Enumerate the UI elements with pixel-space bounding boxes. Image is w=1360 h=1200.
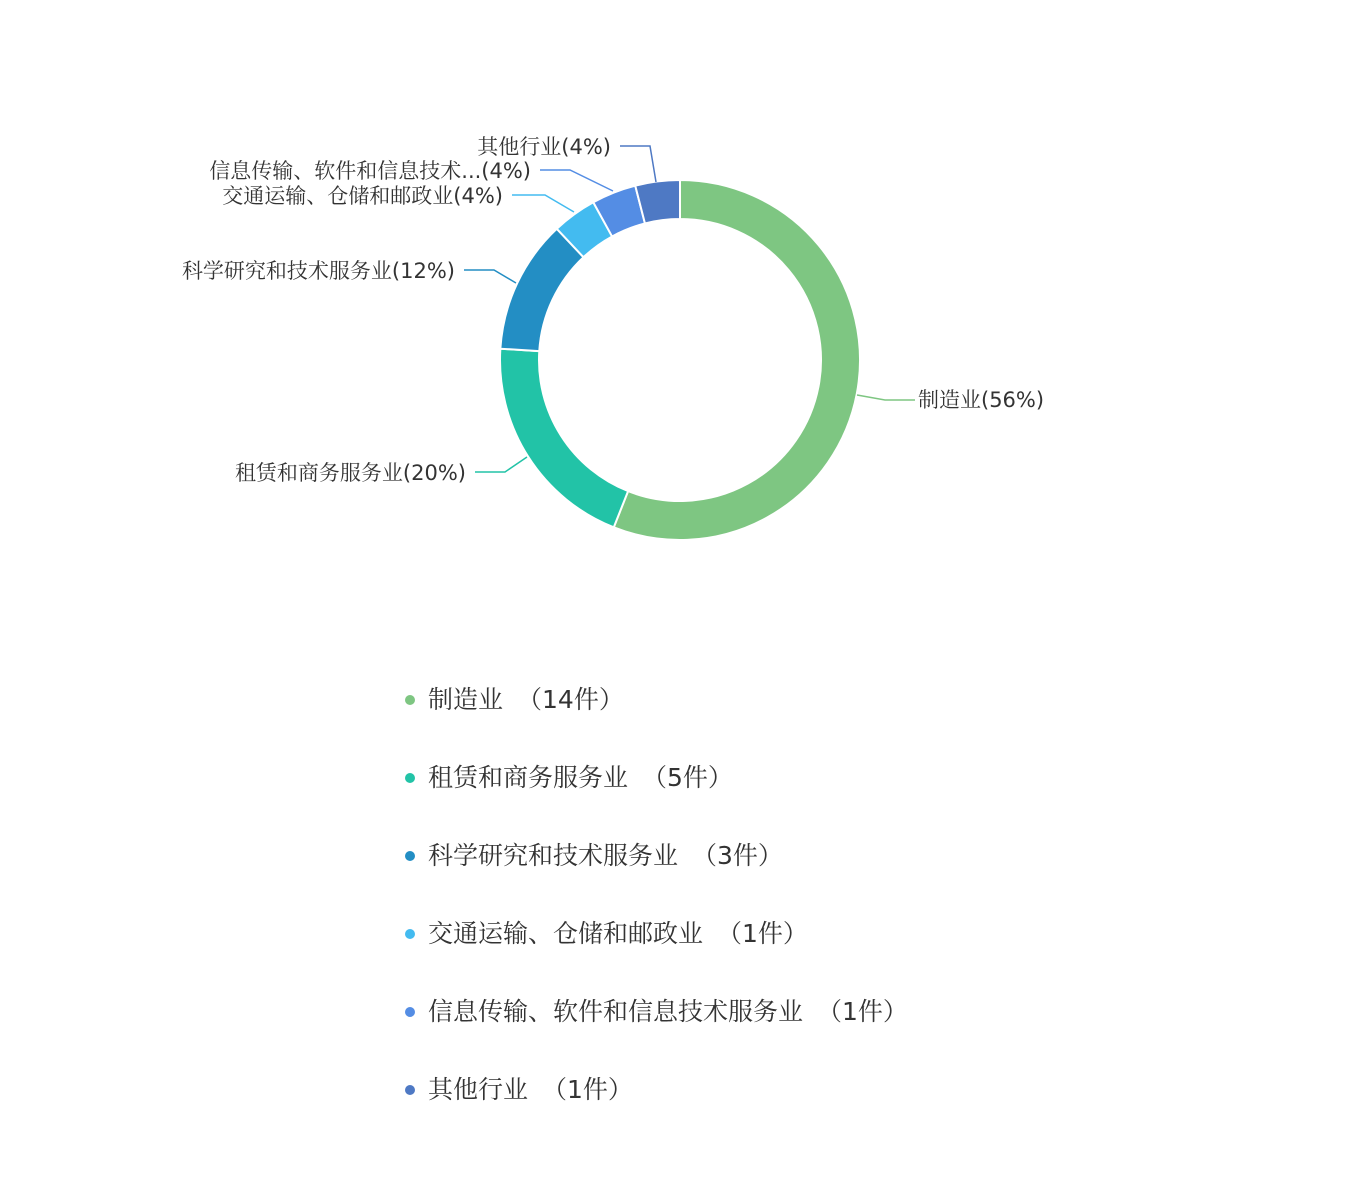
leader-line-6 (620, 146, 656, 182)
legend-count: （3件） (692, 841, 783, 870)
legend-name: 租赁和商务服务业 (428, 763, 629, 792)
legend-label (428, 680, 624, 720)
legend-label (428, 758, 733, 798)
legend-dot-icon (405, 695, 415, 705)
legend-item-2[interactable] (405, 758, 908, 836)
slice-label-4: 交通运输、仓储和邮政业(4%) (222, 184, 503, 208)
slice-2[interactable] (500, 349, 628, 528)
slice-1[interactable] (614, 180, 860, 540)
legend-count: （1件） (817, 997, 908, 1026)
legend-dot-icon (405, 1007, 415, 1017)
chart-legend (405, 680, 908, 1148)
slice-label-1: 制造业(56%) (918, 388, 1045, 412)
legend-dot-icon (405, 851, 415, 861)
slice-label-3: 科学研究和技术服务业(12%) (181, 259, 455, 283)
slice-3[interactable] (500, 229, 583, 351)
legend-count: （14件） (517, 685, 624, 714)
legend-count: （1件） (717, 919, 808, 948)
leader-line-2 (475, 457, 527, 472)
leader-line-5 (540, 170, 613, 191)
legend-label (428, 914, 808, 954)
legend-item-6[interactable] (405, 1070, 908, 1148)
legend-name: 交通运输、仓储和邮政业 (428, 919, 704, 948)
legend-count: （1件） (542, 1075, 633, 1104)
legend-name: 制造业 (428, 685, 504, 714)
legend-count: （5件） (642, 763, 733, 792)
slice-label-2: 租赁和商务服务业(20%) (234, 461, 466, 485)
leader-line-4 (512, 195, 574, 212)
legend-item-1[interactable] (405, 680, 908, 758)
legend-name: 信息传输、软件和信息技术服务业 (428, 997, 804, 1026)
slice-label-5: 信息传输、软件和信息技术...(4%) (209, 159, 531, 183)
legend-label (428, 836, 783, 876)
legend-item-4[interactable] (405, 914, 908, 992)
legend-label (428, 992, 908, 1032)
legend-name: 其他行业 (428, 1075, 529, 1104)
legend-item-3[interactable] (405, 836, 908, 914)
leader-line-1 (857, 395, 915, 400)
donut-slices (500, 180, 860, 540)
legend-item-5[interactable] (405, 992, 908, 1070)
slice-label-6: 其他行业(4%) (477, 135, 611, 159)
legend-label (428, 1070, 633, 1110)
legend-dot-icon (405, 1085, 415, 1095)
slice-labels (182, 135, 1044, 485)
legend-name: 科学研究和技术服务业 (428, 841, 679, 870)
legend-dot-icon (405, 773, 415, 783)
legend-dot-icon (405, 929, 415, 939)
leader-line-3 (464, 270, 516, 283)
